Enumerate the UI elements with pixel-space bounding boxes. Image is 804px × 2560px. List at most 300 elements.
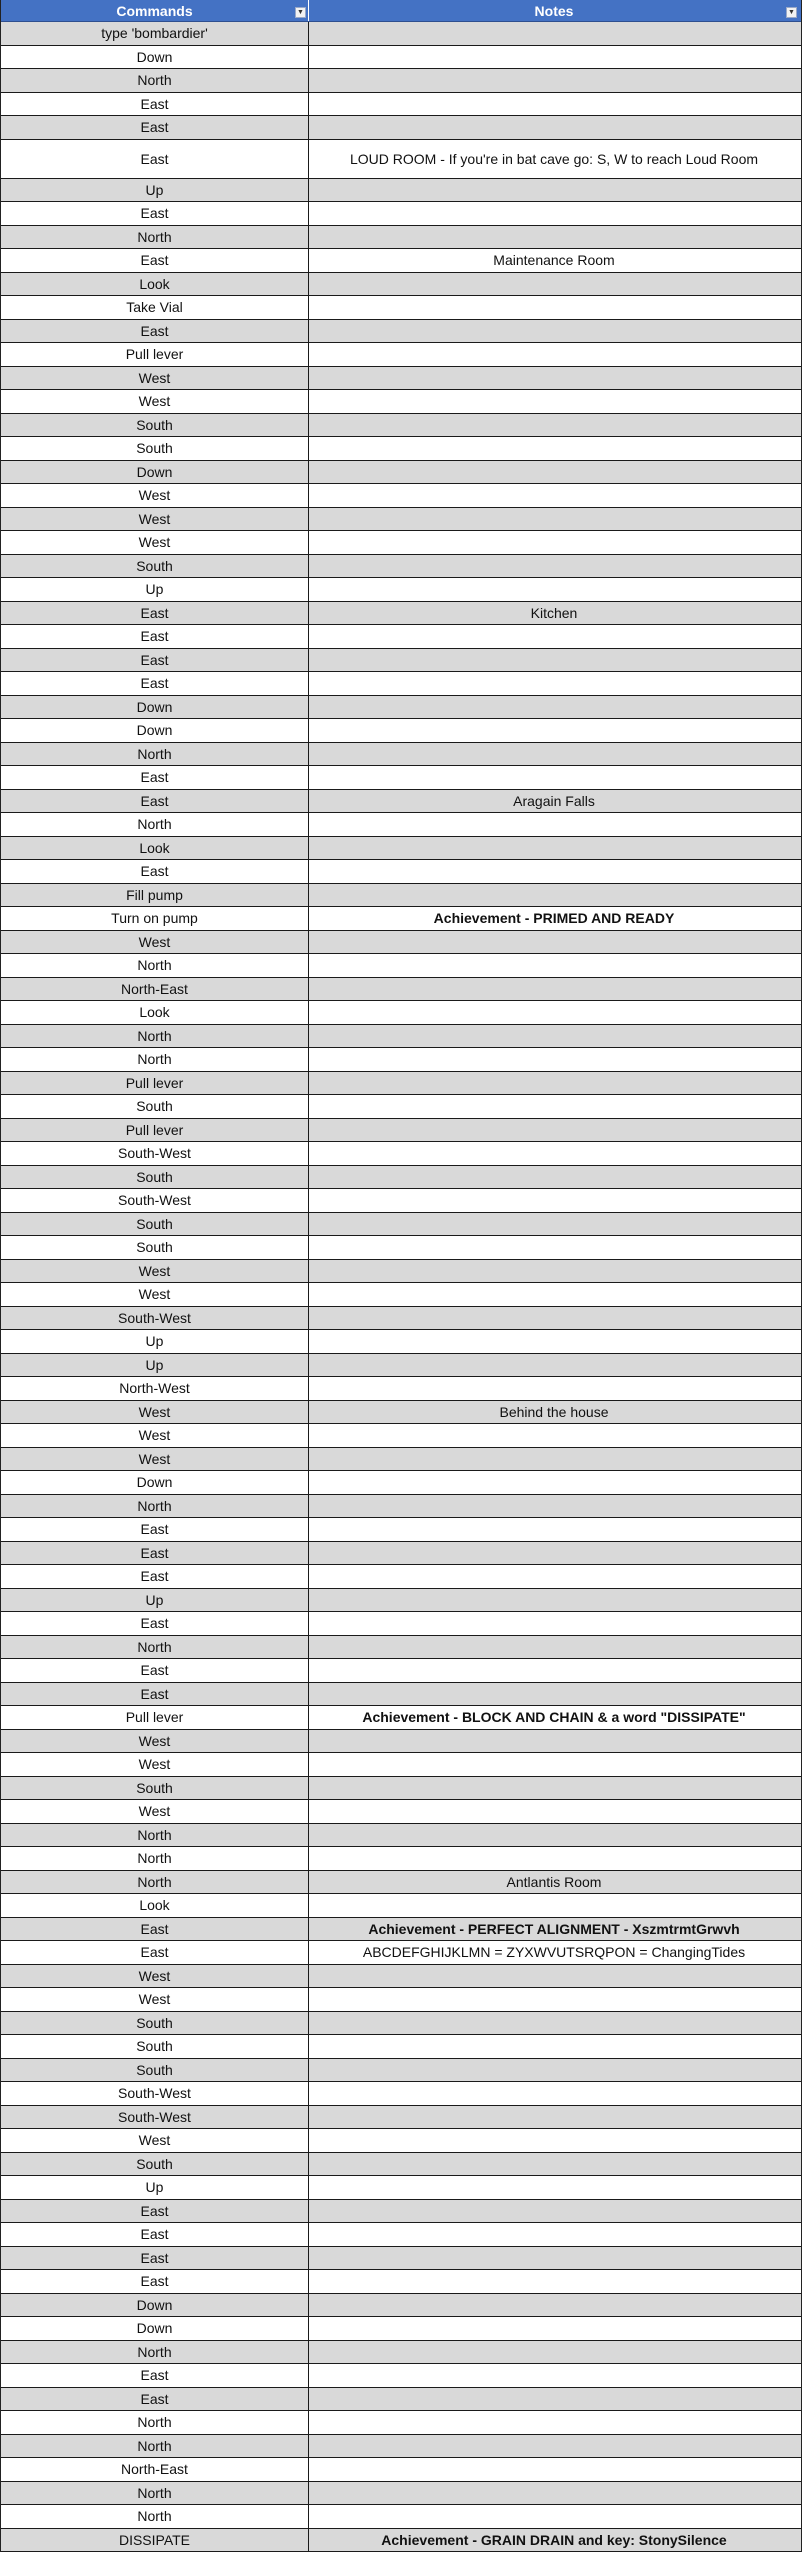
table-row (1, 1471, 801, 1495)
table-row (1, 2482, 801, 2506)
note-cell[interactable] (309, 2176, 799, 2199)
note-cell[interactable] (309, 813, 799, 836)
table-row (1, 2035, 801, 2059)
note-cell[interactable] (309, 2035, 799, 2058)
note-cell[interactable] (309, 461, 799, 484)
note-cell[interactable] (309, 766, 799, 789)
table-row (1, 140, 801, 179)
note-cell[interactable] (309, 1847, 799, 1870)
table-row (1, 2388, 801, 2412)
command-cell[interactable]: West (1, 390, 309, 413)
table-row (1, 93, 801, 117)
note-cell[interactable]: ABCDEFGHIJKLMN = ZYXWVUTSRQPON = ChangingTides (362, 1944, 746, 1961)
command-cell[interactable]: Down (1, 461, 309, 484)
command-cell[interactable]: South-West (1, 1307, 309, 1330)
note-cell[interactable] (309, 367, 799, 390)
note-cell[interactable] (309, 978, 799, 1001)
table-row (1, 1424, 801, 1448)
command-cell[interactable]: West (1, 1965, 309, 1988)
note-cell[interactable] (309, 1354, 799, 1377)
command-cell[interactable]: East (1, 1612, 309, 1635)
command-cell[interactable]: East (1, 116, 309, 139)
command-cell[interactable]: East (1, 672, 309, 695)
note-cell[interactable]: Kitchen (530, 604, 578, 621)
command-cell[interactable]: North (1, 1824, 309, 1847)
command-cell[interactable]: Down (1, 2294, 309, 2317)
command-cell[interactable]: South (1, 1166, 309, 1189)
note-cell[interactable] (309, 1777, 799, 1800)
note-cell[interactable] (309, 696, 799, 719)
note-cell[interactable] (309, 2059, 799, 2082)
table-row (1, 1495, 801, 1519)
note-cell[interactable]: Achievement - BLOCK AND CHAIN & a word "DISSIPATE" (362, 1709, 746, 1726)
note-cell[interactable] (309, 531, 799, 554)
note-cell[interactable] (309, 2106, 799, 2129)
note-cell[interactable] (309, 2129, 799, 2152)
note-cell[interactable] (309, 202, 799, 225)
command-cell[interactable]: Look (1, 837, 309, 860)
table-row (1, 2505, 801, 2529)
note-cell[interactable] (309, 2435, 799, 2458)
note-cell[interactable] (309, 743, 799, 766)
command-cell[interactable]: North (1, 226, 309, 249)
table-row (1, 978, 801, 1002)
note-cell[interactable] (309, 1518, 799, 1541)
table-row (1, 202, 801, 226)
command-cell[interactable]: North (1, 2482, 309, 2505)
note-cell[interactable] (309, 2012, 799, 2035)
note-cell[interactable] (309, 1824, 799, 1847)
table-row (1, 1307, 801, 1331)
note-cell[interactable] (309, 1025, 799, 1048)
table-row (1, 1965, 801, 1989)
note-cell[interactable] (309, 2458, 799, 2481)
command-cell[interactable]: Up (1, 179, 309, 202)
table-row (1, 1377, 801, 1401)
note-cell[interactable] (309, 437, 799, 460)
table-row (1, 22, 801, 46)
table-row (1, 320, 801, 344)
note-cell[interactable] (309, 954, 799, 977)
note-cell[interactable] (309, 1377, 799, 1400)
note-cell[interactable] (309, 1965, 799, 1988)
table-row (1, 1401, 801, 1425)
table-row (1, 1283, 801, 1307)
note-cell[interactable] (309, 2270, 799, 2293)
command-cell[interactable]: South (1, 1213, 309, 1236)
table-row (1, 2411, 801, 2435)
command-cell[interactable]: West (1, 1260, 309, 1283)
command-cell[interactable]: West (1, 1800, 309, 1823)
note-cell[interactable] (309, 578, 799, 601)
note-cell[interactable]: LOUD ROOM - If you're in bat cave go: S, W to reach Loud Room (349, 150, 759, 167)
command-cell[interactable]: East (1, 93, 309, 116)
command-cell[interactable]: North (1, 2411, 309, 2434)
command-cell[interactable]: Look (1, 1001, 309, 1024)
note-cell[interactable] (309, 1753, 799, 1776)
table-row (1, 273, 801, 297)
note-cell[interactable] (309, 22, 799, 45)
table-row (1, 1589, 801, 1613)
table-row (1, 1612, 801, 1636)
note-cell[interactable] (309, 484, 799, 507)
note-cell[interactable] (309, 226, 799, 249)
notes-header[interactable] (309, 0, 799, 21)
table-row (1, 1824, 801, 1848)
command-cell[interactable]: South (1, 2035, 309, 2058)
command-cell[interactable]: West (1, 367, 309, 390)
note-cell[interactable] (309, 273, 799, 296)
filter-dropdown-icon[interactable]: ▼ (786, 7, 797, 18)
note-cell[interactable] (309, 1048, 799, 1071)
command-cell[interactable]: South-West (1, 1189, 309, 1212)
note-cell[interactable] (309, 649, 799, 672)
note-cell[interactable] (309, 1612, 799, 1635)
note-cell[interactable] (309, 1424, 799, 1447)
command-cell[interactable]: East (1, 766, 309, 789)
command-cell[interactable]: West (1, 2129, 309, 2152)
note-cell[interactable] (309, 1119, 799, 1142)
note-cell[interactable] (309, 1565, 799, 1588)
command-cell[interactable]: North-East (1, 978, 309, 1001)
command-cell[interactable]: East (1, 1518, 309, 1541)
note-cell[interactable] (309, 2317, 799, 2340)
note-cell[interactable] (309, 1236, 799, 1259)
command-cell[interactable]: North (1, 1495, 309, 1518)
command-cell[interactable]: South (1, 414, 309, 437)
note-cell[interactable] (309, 69, 799, 92)
table-body (1, 22, 801, 2552)
note-cell[interactable] (309, 1730, 799, 1753)
table-row (1, 1706, 801, 1730)
note-cell[interactable] (309, 837, 799, 860)
command-cell[interactable]: East (1, 2388, 309, 2411)
command-cell[interactable]: East (1, 790, 309, 813)
command-cell[interactable]: North (1, 1636, 309, 1659)
note-cell[interactable] (309, 1542, 799, 1565)
table-row (1, 1871, 801, 1895)
table-row (1, 813, 801, 837)
command-cell[interactable]: Up (1, 578, 309, 601)
command-cell[interactable]: Down (1, 719, 309, 742)
command-cell[interactable]: South (1, 555, 309, 578)
table-row (1, 1048, 801, 1072)
command-cell[interactable]: Up (1, 2176, 309, 2199)
table-row (1, 766, 801, 790)
command-cell[interactable]: West (1, 508, 309, 531)
table-row (1, 743, 801, 767)
command-cell[interactable]: East (1, 202, 309, 225)
table-row (1, 719, 801, 743)
note-cell[interactable] (309, 2200, 799, 2223)
note-cell[interactable] (309, 1495, 799, 1518)
command-cell[interactable]: South (1, 1095, 309, 1118)
note-cell[interactable] (309, 1471, 799, 1494)
note-cell[interactable] (309, 2482, 799, 2505)
table-row (1, 2082, 801, 2106)
command-cell[interactable]: East (1, 1941, 309, 1964)
table-row (1, 226, 801, 250)
command-cell[interactable]: Pull lever (1, 343, 309, 366)
command-cell[interactable]: DISSIPATE (1, 2529, 309, 2552)
table-row (1, 2153, 801, 2177)
command-cell[interactable]: Up (1, 1589, 309, 1612)
table-row (1, 2200, 801, 2224)
table-row (1, 249, 801, 273)
note-cell[interactable] (309, 2153, 799, 2176)
note-cell[interactable] (309, 1636, 799, 1659)
table-row (1, 461, 801, 485)
table-row (1, 414, 801, 438)
command-cell[interactable]: North (1, 743, 309, 766)
command-cell[interactable]: East (1, 1659, 309, 1682)
note-cell[interactable] (309, 179, 799, 202)
table-row (1, 1565, 801, 1589)
command-cell[interactable]: South-West (1, 2082, 309, 2105)
note-cell[interactable] (309, 2505, 799, 2528)
table-row (1, 1448, 801, 1472)
command-cell[interactable]: West (1, 1283, 309, 1306)
command-cell[interactable]: East (1, 140, 309, 178)
table-row (1, 1847, 801, 1871)
command-cell[interactable]: Pull lever (1, 1706, 309, 1729)
table-row (1, 2059, 801, 2083)
table-row (1, 1354, 801, 1378)
note-cell[interactable] (309, 1683, 799, 1706)
note-cell[interactable] (309, 320, 799, 343)
command-cell[interactable]: West (1, 1424, 309, 1447)
note-cell[interactable] (309, 1001, 799, 1024)
table-row (1, 1213, 801, 1237)
note-cell[interactable] (309, 1659, 799, 1682)
commands-header[interactable] (1, 0, 309, 21)
note-cell[interactable] (309, 625, 799, 648)
note-cell[interactable] (309, 1072, 799, 1095)
table-row (1, 343, 801, 367)
command-cell[interactable]: East (1, 602, 309, 625)
table-row (1, 672, 801, 696)
note-cell[interactable] (309, 46, 799, 69)
note-cell[interactable] (309, 116, 799, 139)
note-cell[interactable] (309, 1800, 799, 1823)
table-row (1, 2270, 801, 2294)
table-row (1, 954, 801, 978)
table-row (1, 555, 801, 579)
table-row (1, 1683, 801, 1707)
command-cell[interactable]: South (1, 1777, 309, 1800)
command-cell[interactable]: Take Vial (1, 296, 309, 319)
note-cell[interactable] (309, 508, 799, 531)
command-cell[interactable]: East (1, 860, 309, 883)
command-cell[interactable]: South-West (1, 1142, 309, 1165)
command-cell[interactable]: East (1, 249, 309, 272)
table-row (1, 296, 801, 320)
command-cell[interactable]: North (1, 1847, 309, 1870)
command-cell[interactable]: Pull lever (1, 1119, 309, 1142)
table-row (1, 1025, 801, 1049)
note-cell[interactable] (309, 2294, 799, 2317)
table-row (1, 484, 801, 508)
table-row (1, 1330, 801, 1354)
note-cell[interactable] (309, 555, 799, 578)
table-row (1, 907, 801, 931)
table-row (1, 1894, 801, 1918)
table-row (1, 2435, 801, 2459)
table-row (1, 696, 801, 720)
command-cell[interactable]: South (1, 437, 309, 460)
command-cell[interactable]: West (1, 931, 309, 954)
note-cell[interactable]: Achievement - PERFECT ALIGNMENT - XszmtrmtGrwvh (368, 1920, 740, 1937)
note-cell[interactable] (309, 1307, 799, 1330)
command-cell[interactable]: Down (1, 696, 309, 719)
command-cell[interactable]: North (1, 813, 309, 836)
command-cell[interactable]: South (1, 2012, 309, 2035)
command-cell[interactable]: West (1, 531, 309, 554)
command-cell[interactable]: West (1, 1730, 309, 1753)
note-cell[interactable] (309, 343, 799, 366)
command-cell[interactable]: East (1, 2200, 309, 2223)
table-row (1, 2458, 801, 2482)
command-cell[interactable]: North (1, 954, 309, 977)
command-cell[interactable]: West (1, 484, 309, 507)
note-cell[interactable] (309, 2364, 799, 2387)
note-cell[interactable] (309, 93, 799, 116)
table-row (1, 2223, 801, 2247)
note-cell[interactable] (309, 1448, 799, 1471)
command-cell[interactable]: South (1, 2153, 309, 2176)
command-cell[interactable]: Look (1, 1894, 309, 1917)
note-cell[interactable]: Behind the house (499, 1403, 609, 1420)
command-cell[interactable]: North (1, 2505, 309, 2528)
command-cell[interactable]: North (1, 1048, 309, 1071)
table-row (1, 2247, 801, 2271)
command-cell[interactable]: West (1, 1988, 309, 2011)
command-cell[interactable]: Up (1, 1354, 309, 1377)
table-row (1, 2176, 801, 2200)
command-cell[interactable]: East (1, 2223, 309, 2246)
table-row (1, 1800, 801, 1824)
note-cell[interactable] (309, 1330, 799, 1353)
note-cell[interactable] (309, 672, 799, 695)
note-cell[interactable] (309, 2388, 799, 2411)
note-cell[interactable] (309, 860, 799, 883)
table-row (1, 931, 801, 955)
note-cell[interactable]: Achievement - GRAIN DRAIN and key: StonySilence (381, 2531, 727, 2548)
table-row (1, 531, 801, 555)
note-cell[interactable] (309, 1260, 799, 1283)
table-row (1, 2317, 801, 2341)
command-cell[interactable]: West (1, 1448, 309, 1471)
command-cell[interactable]: North-East (1, 2458, 309, 2481)
header-row (1, 0, 801, 22)
note-cell[interactable]: Achievement - PRIMED AND READY (433, 910, 675, 927)
table-row (1, 1918, 801, 1942)
note-cell[interactable] (309, 884, 799, 907)
command-cell[interactable]: East (1, 1683, 309, 1706)
command-cell[interactable]: North (1, 2341, 309, 2364)
command-cell[interactable]: type 'bombardier' (1, 22, 309, 45)
command-cell[interactable]: Down (1, 46, 309, 69)
table-row (1, 2529, 801, 2553)
note-cell[interactable] (309, 1213, 799, 1236)
command-cell[interactable]: East (1, 2364, 309, 2387)
note-cell[interactable] (309, 719, 799, 742)
table-row (1, 1730, 801, 1754)
command-cell[interactable]: East (1, 2270, 309, 2293)
note-cell[interactable] (309, 1142, 799, 1165)
table-row (1, 2129, 801, 2153)
notes-header-label: Notes (534, 2, 574, 19)
note-cell[interactable]: Maintenance Room (493, 252, 615, 269)
command-cell[interactable]: West (1, 1753, 309, 1776)
note-cell[interactable] (309, 1189, 799, 1212)
command-cell[interactable]: East (1, 2247, 309, 2270)
command-cell[interactable]: Up (1, 1330, 309, 1353)
command-cell[interactable]: South (1, 2059, 309, 2082)
note-cell[interactable] (309, 2223, 799, 2246)
command-cell[interactable]: North (1, 69, 309, 92)
table-row (1, 602, 801, 626)
command-cell[interactable]: East (1, 625, 309, 648)
command-cell[interactable]: North-West (1, 1377, 309, 1400)
note-cell[interactable] (309, 296, 799, 319)
command-cell[interactable]: Turn on pump (1, 907, 309, 930)
note-cell[interactable] (309, 1988, 799, 2011)
table-row (1, 1659, 801, 1683)
command-cell[interactable]: East (1, 1565, 309, 1588)
command-cell[interactable]: North (1, 1871, 309, 1894)
table-row (1, 1777, 801, 1801)
command-cell[interactable]: Down (1, 1471, 309, 1494)
table-row (1, 790, 801, 814)
table-row (1, 1001, 801, 1025)
note-cell[interactable] (309, 2411, 799, 2434)
command-cell[interactable]: West (1, 1401, 309, 1424)
table-row (1, 1636, 801, 1660)
command-cell[interactable]: East (1, 1918, 309, 1941)
note-cell[interactable] (309, 1283, 799, 1306)
table-row (1, 1260, 801, 1284)
note-cell[interactable] (309, 390, 799, 413)
note-cell[interactable] (309, 1894, 799, 1917)
note-cell[interactable] (309, 414, 799, 437)
command-cell[interactable]: Pull lever (1, 1072, 309, 1095)
command-cell[interactable]: East (1, 649, 309, 672)
note-cell[interactable] (309, 1589, 799, 1612)
command-cell[interactable]: South-West (1, 2106, 309, 2129)
note-cell[interactable] (309, 931, 799, 954)
command-cell[interactable]: Fill pump (1, 884, 309, 907)
command-cell[interactable]: East (1, 320, 309, 343)
command-cell[interactable]: Look (1, 273, 309, 296)
note-cell[interactable] (309, 2341, 799, 2364)
filter-dropdown-icon[interactable]: ▼ (295, 7, 306, 18)
note-cell[interactable] (309, 2247, 799, 2270)
table-row (1, 1941, 801, 1965)
note-cell[interactable]: Aragain Falls (513, 792, 595, 809)
command-cell[interactable]: East (1, 1542, 309, 1565)
table-row (1, 2341, 801, 2365)
command-cell[interactable]: South (1, 1236, 309, 1259)
note-cell[interactable]: Antlantis Room (506, 1873, 602, 1890)
command-cell[interactable]: Down (1, 2317, 309, 2340)
table-row (1, 508, 801, 532)
note-cell[interactable] (309, 1166, 799, 1189)
command-cell[interactable]: North (1, 2435, 309, 2458)
note-cell[interactable] (309, 2082, 799, 2105)
command-cell[interactable]: North (1, 1025, 309, 1048)
note-cell[interactable] (309, 1095, 799, 1118)
